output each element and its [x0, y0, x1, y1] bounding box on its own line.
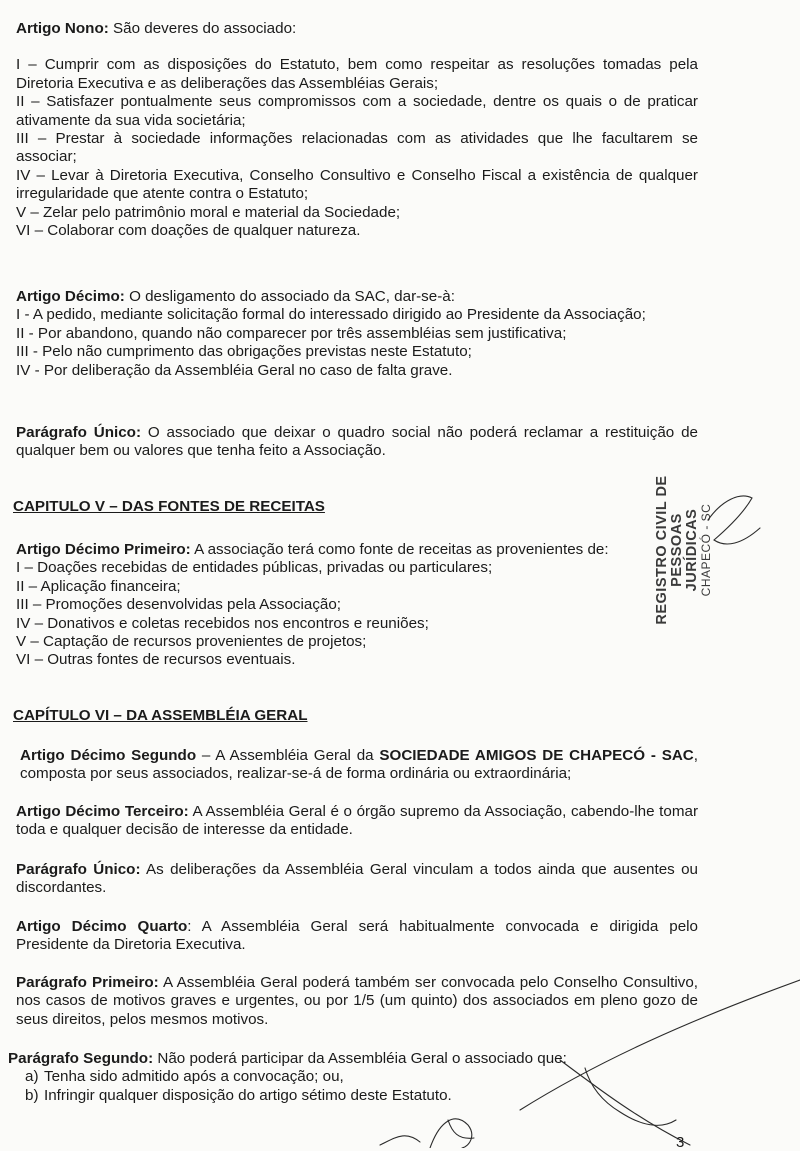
- list-marker: a): [25, 1068, 39, 1086]
- artigo-nono-item: VI – Colaborar com doações de qualquer natureza.: [16, 222, 361, 240]
- artigo-decimo-primeiro-item: IV – Donativos e coletas recebidos nos encontros e reuniões;: [16, 614, 429, 632]
- paragrafo-primeiro-title: Parágrafo Primeiro:: [16, 974, 159, 991]
- artigo-nono-item: V – Zelar pelo patrimônio moral e material da Sociedade;: [16, 203, 401, 221]
- paragrafo-segundo-title: Parágrafo Segundo:: [8, 1050, 154, 1067]
- paragrafo-primeiro-text: A Assembléia Geral poderá também ser convocada pelo Conselho Consultivo, nos casos de motivos graves e urgentes, ou por 1/5 (um quinto) dos associados em pleno gozo de seus direitos, pelos mesmos motivos.: [16, 974, 698, 1028]
- artigo-nono-item: I – Cumprir com as disposições do Estatuto, bem como respeitar as resoluções tomadas pela Diretoria Executiva e as deliberações das Assembléias Gerais;: [16, 56, 698, 92]
- artigo-nono-title: Artigo Nono:: [16, 20, 109, 37]
- entity-name: SOCIEDADE AMIGOS DE CHAPECÓ - SAC: [379, 747, 694, 764]
- artigo-nono-item: III – Prestar à sociedade informações relacionadas com as atividades que lhe facultarem se associar;: [16, 130, 698, 166]
- paragrafo-unico-1-text: O associado que deixar o quadro social não poderá reclamar a restituição de qualquer bem ou valores que tenha feito a Associação.: [16, 424, 698, 460]
- artigo-nono-item: IV – Levar à Diretoria Executiva, Conselho Consultivo e Conselho Fiscal a existência de qualquer irregularidade que atente contra o Estatuto;: [16, 166, 698, 203]
- artigo-decimo-primeiro-title: Artigo Décimo Primeiro:: [16, 541, 191, 558]
- artigo-decimo-segundo-text: , composta por seus associados, realizar-se-á de forma ordinária ou extraordinária;: [20, 747, 698, 783]
- signature-long-stroke: [520, 980, 800, 1110]
- artigo-decimo-segundo-mid: – A Assembléia Geral da: [196, 747, 380, 764]
- artigo-decimo-item: III - Pelo não cumprimento das obrigações previstas neste Estatuto;: [16, 343, 472, 361]
- paragrafo-unico-2-title: Parágrafo Único:: [16, 861, 141, 878]
- stamp-rubric: [708, 496, 760, 544]
- artigo-decimo-quarto-text: : A Assembléia Geral será habitualmente convocada e dirigida pelo Presidente da Diretoria Executiva.: [16, 918, 699, 954]
- list-marker: b): [25, 1086, 39, 1104]
- chapter-vi-heading: CAPÍTULO VI – DA ASSEMBLÉIA GERAL: [13, 707, 308, 724]
- paragrafo-unico-2-text: As deliberações da Assembléia Geral vinculam a todos ainda que ausentes ou discordantes.: [16, 861, 698, 897]
- artigo-nono-item: II – Satisfazer pontualmente seus compromissos com a sociedade, dentre os quais o de praticar ativamente da sua vida societária;: [16, 93, 698, 129]
- rubric-bottom: [380, 1119, 472, 1148]
- artigo-decimo-primeiro-item: I – Doações recebidas de entidades públicas, privadas ou particulares;: [16, 559, 493, 577]
- stamp-line-3: CHAPECÓ - SC: [699, 503, 713, 597]
- artigo-decimo-item: IV - Por deliberação da Assembléia Geral no caso de falta grave.: [16, 361, 453, 379]
- artigo-decimo-primeiro-item: V – Captação de recursos provenientes de projetos;: [16, 633, 367, 651]
- artigo-decimo-segundo-title: Artigo Décimo Segundo: [20, 747, 197, 764]
- paragrafo-segundo-text: Não poderá participar da Assembléia Geral o associado que:: [153, 1050, 567, 1067]
- artigo-decimo-primeiro-intro: A associação terá como fonte de receitas as provenientes de:: [190, 541, 609, 558]
- page-number: 3: [676, 1134, 685, 1151]
- chapter-v-heading: CAPITULO V – DAS FONTES DE RECEITAS: [13, 498, 325, 515]
- artigo-decimo-item: II - Por abandono, quando não comparecer por três assembléias sem justificativa;: [16, 324, 567, 342]
- artigo-decimo-item: I - A pedido, mediante solicitação formal do interessado dirigido ao Presidente da Associação;: [16, 306, 646, 324]
- artigo-decimo-primeiro-item: VI – Outras fontes de recursos eventuais.: [16, 651, 296, 669]
- paragrafo-unico-1-title: Parágrafo Único:: [16, 424, 142, 441]
- artigo-decimo-terceiro-title: Artigo Décimo Terceiro:: [16, 803, 189, 820]
- stamp-line-2: PESSOAS JURÍDICAS: [669, 508, 700, 592]
- signature-cross-stroke: [560, 1060, 690, 1145]
- artigo-nono-intro: São deveres do associado:: [108, 20, 297, 37]
- artigo-decimo-quarto-title: Artigo Décimo Quarto: [16, 918, 188, 935]
- artigo-decimo-terceiro-text: A Assembléia Geral é o órgão supremo da Associação, cabendo-lhe tomar toda e qualquer decisão de interesse da entidade.: [16, 803, 698, 839]
- artigo-decimo-primeiro-item: III – Promoções desenvolvidas pela Associação;: [16, 596, 342, 614]
- stamp-line-1: REGISTRO CIVIL DE: [654, 475, 670, 625]
- list-item-text: Infringir qualquer disposição do artigo sétimo deste Estatuto.: [44, 1086, 452, 1104]
- artigo-decimo-intro: O desligamento do associado da SAC, dar-se-à:: [124, 288, 455, 305]
- artigo-decimo-title: Artigo Décimo:: [16, 288, 125, 305]
- artigo-decimo-primeiro-item: II – Aplicação financeira;: [16, 577, 181, 595]
- signature-loop: [585, 1068, 676, 1125]
- list-item-text: Tenha sido admitido após a convocação; ou,: [44, 1068, 344, 1086]
